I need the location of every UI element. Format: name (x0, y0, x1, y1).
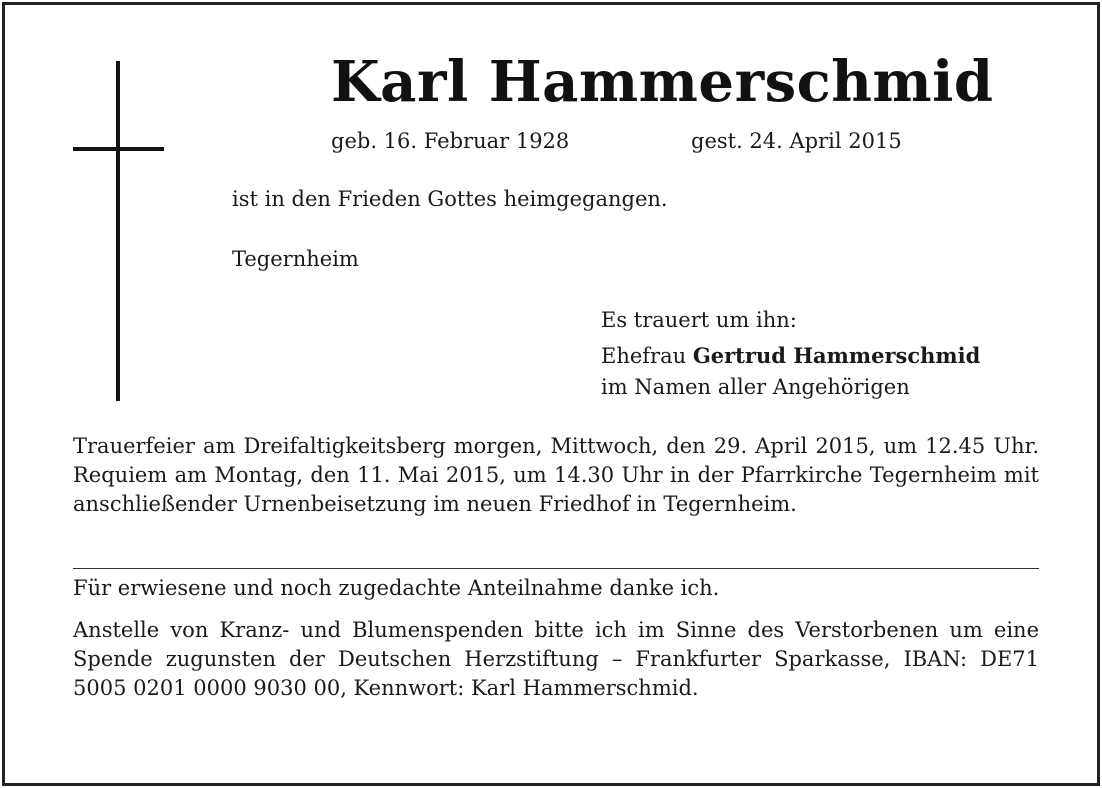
donation-paragraph: Anstelle von Kranz- und Blumenspenden bitte ich im Sinne des Verstorbenen um eine Spende zugunsten der Deutschen Herzstiftung – Frankfurter Sparkasse, IBAN: DE71 5005 0201 0000 9030 00, Kennwort: Karl Hammerschmid. (73, 618, 1039, 700)
spouse-name: Gertrud Hammerschmid (692, 343, 981, 368)
ceremony-paragraph: Trauerfeier am Dreifaltigkeitsberg morgen, Mittwoch, den 29. April 2015, um 12.45 Uhr. Requiem am Montag, den 11. Mai 2015, um 14.30 Uhr in der Pfarrkirche Tegernheim mit anschließender Urnenbeisetzung im neuen Friedhof in Tegernheim. (73, 434, 1039, 516)
birth-date: geb. 16. Februar 1928 (331, 129, 570, 153)
mourners-intro: Es trauert um ihn: (601, 308, 797, 332)
mourners-family: im Namen aller Angehörigen (601, 375, 910, 399)
divider (73, 568, 1039, 569)
cross-icon (116, 61, 120, 401)
obituary-card (2, 2, 1100, 786)
mourners-spouse (601, 343, 980, 368)
cross-icon-bar (73, 147, 164, 151)
thanks-line: Für erwiesene und noch zugedachte Anteilnahme danke ich. (73, 576, 720, 600)
deceased-name: Karl Hammerschmid (331, 49, 994, 115)
death-date: gest. 24. April 2015 (691, 129, 902, 153)
passed-line: ist in den Frieden Gottes heimgegangen. (232, 187, 668, 211)
spouse-relation: Ehefrau (601, 344, 687, 368)
place-name: Tegernheim (232, 247, 359, 271)
